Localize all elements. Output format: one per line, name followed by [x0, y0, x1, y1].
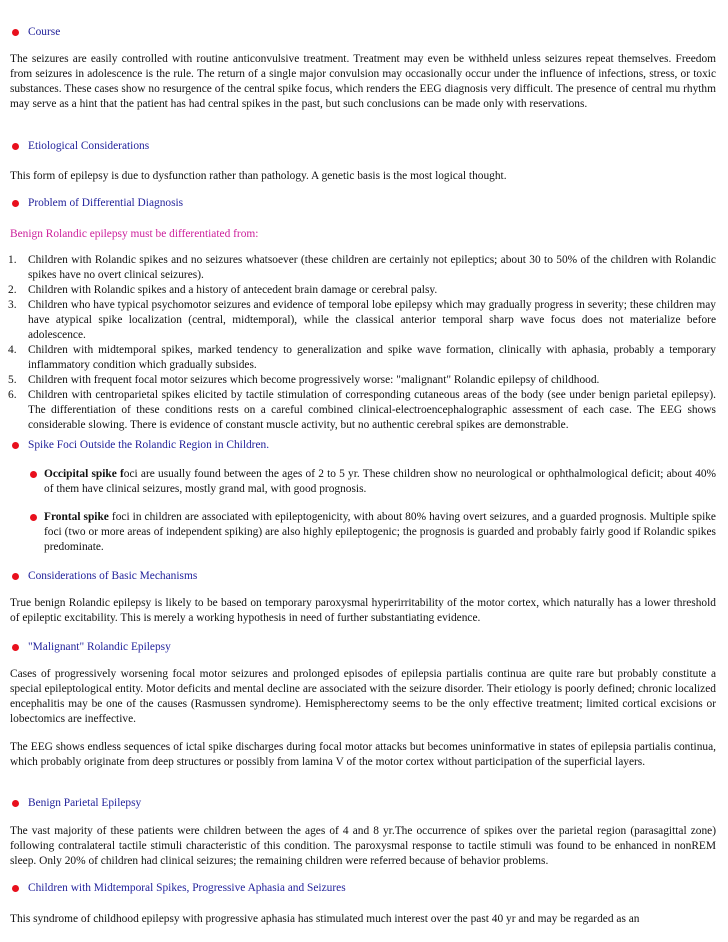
list-item: 5. Children with frequent focal motor seizures which become progressively worse: "malignant" Rolandic epilepsy of childhood. — [8, 374, 600, 386]
list-item: 4. Children with midtemporal spikes, marked tendency to generalization and spike wave formation, clinically with aphasia, probably a temporary inflammatory condition which gradually subsides. — [8, 344, 716, 371]
document-page: Course The seizures are easily controlled with routine anticonvulsive treatment. Treatment may even be withheld unless seizures repeat themselves. Freedom from seizures in adolescence is the rule. The return of a single major convulsion may occasionally occur under the influence of infections, stress, or toxic substances. These cases show no resurgence of the central spike focus, which renders the EEG diagnosis very difficult. The presence of central mu rhythm may serve as a hint that the patient has had central spikes in the past, but such conclusions can be made only with reservations. Etiological Considerations This form of epilepsy is due to dysfunction rather than pathology. A genetic basis is the most logical thought. Problem of Differential Diagnosis Benign Rolandic epilepsy must be differentiated from: 1. Children with Rolandic spikes and no seizures whatsoever (these children are certainly not epileptics; about 30 to 50% of the children with Rolandic spikes have no overt clinical seizures). 2. Children with Rolandic spikes and a history of antecedent brain damage or cerebral palsy. 3. Children who have typical psychomotor seizures and evidence of temporal lobe epilepsy which may gradually progress in severity; these children may have atypical spike localization (central, midtemporal), while the classical anterior temporal sharp wave focus does not materialize before adolescence. 4. Children with midtemporal spikes, marked tendency to generalization and spike wave formation, clinically with aphasia, probably a temporary inflammatory condition which gradually subsides. 5. Children with frequent focal motor seizures which become progressively worse: "malignant" Rolandic epilepsy of childhood. 6. Children with centroparietal spikes elicited by tactile stimulation of corresponding cutaneous areas of the body (see under benign parietal epilepsy). The differentiation of these conditions rests on a careful combined clinical-electroencephalographic assessment of each case. The EEG shows considerable slowing. There is evidence of constant muscle activity, but no authentic cerebral spikes are demonstrable. Spike Foci Outside the Rolandic Region in Children. Occipital spike foci are usually found between the ages of 2 to 5 yr. These children show no neurological or ophthalmological deficit; about 40% of them have clinical seizures, mostly grand mal, with good prognosis. Frontal spike foci in children are associated with epileptogenicity, with about 80% having overt seizures, and a guarded prognosis. Multiple spike foci (two or more areas of independent spiking) are also highly epileptogenic; the prognosis is guarded and probably fairly good if Rolandic spikes predominate. Considerations of Basic Mechanisms True benign Rolandic epilepsy is likely to be based on temporary paroxysmal hyperirritability of the motor cortex, which naturally has a lower threshold of epileptic excitability. This is merely a working hypothesis in need of further substantiating evidence. "Malignant" Rolandic Epilepsy Cases of progressively worsening focal motor seizures and prolonged episodes of epilepsia partialis continua are quite rare but probably constitute a special epileptological entity. Motor deficits and mental decline are associated with the seizure disorder. Their etiology is poorly defined; chronic localized encephalitis may be one of the causes (Rasmussen syndrome). Hemispherectomy seems to be the only effective treatment; limited cortical excisions or lobectomics are ineffective. The EEG shows endless sequences of ictal spike discharges during focal motor attacks but becomes uninformative in states of epilepsia partialis continua, which probably originate from deep structures or possibly from lamina V of the motor cortex without participation of the superficial layers. Benign Parietal Epilepsy The vast majority of these patients were children between the ages of 4 and 8 yr.The occurrence of spikes over the parietal region (parasagittal zone) following contralateral tactile stimuli characteristic of this condition. The paroxysmal response to tactile stimuli was found to be enhanced in nonREM sleep. Only 20% of children had clinical seizures; the remaining children were referred because of behavior problems. Children with Midtemporal Spikes, Progressive Aphasia and Seizures This syndrome of childhood epilepsy with progressive aphasia has stimulated much interest over the past 40 yr and may be regarded as an — [8, 26, 716, 925]
bullet-icon — [12, 143, 19, 150]
bullet-icon — [30, 514, 37, 521]
bullet-icon — [12, 644, 19, 651]
bullet-icon — [12, 29, 19, 36]
bullet-icon — [30, 471, 37, 478]
list-item: 2. Children with Rolandic spikes and a history of antecedent brain damage or cerebral palsy. — [8, 284, 438, 296]
differential-list — [8, 253, 716, 433]
malignant-paragraph-1: Cases of progressively worsening focal motor seizures and prolonged episodes of epilepsia partialis continua are quite rare but probably constitute a special epileptological entity. Motor deficits and mental decline are associated with the seizure disorder. Their etiology is poorly defined; chronic localized encephalitis may be one of the causes (Rasmussen syndrome). Hemispherectomy seems to be the only effective treatment; limited cortical excisions or lobectomics are ineffective. — [10, 668, 716, 725]
list-item: 3. Children who have typical psychomotor seizures and evidence of temporal lobe epilepsy which may gradually progress in severity; these children may have atypical spike localization (central, midtemporal), while the classical anterior temporal sharp wave focus does not materialize before adolescence. — [8, 299, 716, 341]
frontal-item: Frontal spike foci in children are associated with epileptogenicity, with about 80% having overt seizures, and a guarded prognosis. Multiple spike foci (two or more areas of independent spiking) are also highly epileptogenic; the prognosis is guarded and probably fairly good if Rolandic spikes predominate. — [44, 510, 716, 555]
bullet-icon — [12, 885, 19, 892]
list-item: 6. Children with centroparietal spikes elicited by tactile stimulation of corresponding cutaneous areas of the body (see under benign parietal epilepsy). The differentiation of these conditions rests on a careful combined clinical-electroencephalographic assessment of each case. The EEG shows considerable slowing. There is evidence of constant muscle activity, but no authentic cerebral spikes are demonstrable. — [8, 389, 716, 431]
differential-intro: Benign Rolandic epilepsy must be differentiated from: — [10, 228, 259, 240]
course-paragraph: The seizures are easily controlled with routine anticonvulsive treatment. Treatment may even be withheld unless seizures repeat themselves. Freedom from seizures in adolescence is the rule. The return of a single major convulsion may occasionally occur under the influence of infections, stress, or toxic substances. These cases show no resurgence of the central spike focus, which renders the EEG diagnosis very difficult. The presence of central mu rhythm may serve as a hint that the patient has had central spikes in the past, but such conclusions can be made only with reservations. — [10, 53, 716, 110]
occipital-item: Occipital spike foci are usually found between the ages of 2 to 5 yr. These children show no neurological or ophthalmological deficit; about 40% of them have clinical seizures, mostly grand mal, with good prognosis. — [44, 467, 716, 497]
bullet-icon — [12, 573, 19, 580]
etiological-paragraph: This form of epilepsy is due to dysfunction rather than pathology. A genetic basis is the most logical thought. — [10, 170, 507, 182]
parietal-paragraph: The vast majority of these patients were children between the ages of 4 and 8 yr.The occurrence of spikes over the parietal region (parasagittal zone) following contralateral tactile stimuli characteristic of this condition. The paroxysmal response to tactile stimuli was found to be enhanced in nonREM sleep. Only 20% of children had clinical seizures; the remaining children were referred because of behavior problems. — [10, 825, 716, 867]
bullet-icon — [12, 800, 19, 807]
midtemporal-paragraph: This syndrome of childhood epilepsy with progressive aphasia has stimulated much interest over the past 40 yr and may be regarded as an — [10, 913, 640, 925]
bullet-icon — [12, 442, 19, 449]
mechanisms-paragraph: True benign Rolandic epilepsy is likely to be based on temporary paroxysmal hyperirritability of the motor cortex, which naturally has a lower threshold of epileptic excitability. This is merely a working hypothesis in need of further substantiating evidence. — [10, 597, 716, 624]
list-item: 1. Children with Rolandic spikes and no seizures whatsoever (these children are certainly not epileptics; about 30 to 50% of the children with Rolandic spikes have no overt clinical seizures). — [8, 254, 716, 281]
malignant-paragraph-2: The EEG shows endless sequences of ictal spike discharges during focal motor attacks but becomes uninformative in states of epilepsia partialis continua, which probably originate from deep structures or possibly from lamina V of the motor cortex without participation of the superficial layers. — [10, 741, 716, 768]
bullet-icon — [12, 200, 19, 207]
